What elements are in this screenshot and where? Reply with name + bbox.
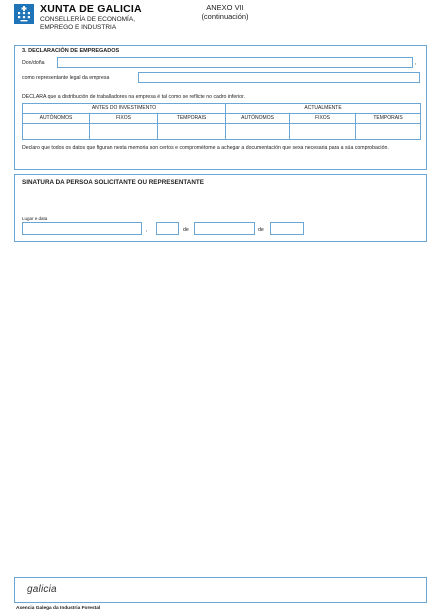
place-date-label: Lugar e data [22, 216, 48, 221]
declara-text: DECLARA que a distribución de traballadores na empresa é tal como se reflicte no cadro inferior. [22, 94, 245, 100]
table-header-row [23, 114, 421, 124]
month-field[interactable] [194, 222, 255, 235]
table-row [23, 124, 421, 140]
now-permanent-cell[interactable] [290, 124, 356, 140]
col-before-self-employed: AUTÓNOMOS [23, 114, 90, 124]
now-temporary-cell[interactable] [356, 124, 421, 140]
org-subtitle [40, 16, 180, 32]
annex-subtitle: (continuación) [201, 12, 249, 21]
agency-name: Axencia Galega da Industria Forestal [16, 606, 101, 611]
group-currently: ACTUALMENTE [226, 104, 421, 114]
org-title: XUNTA DE GALICIA [40, 3, 142, 15]
col-before-temporary: TEMPORAIS [158, 114, 226, 124]
galicia-logo: galicia [27, 584, 57, 595]
footer-box [14, 577, 427, 603]
employees-table [22, 103, 421, 140]
col-before-permanent: FIXOS [90, 114, 158, 124]
before-self-employed-cell[interactable] [23, 124, 90, 140]
xunta-logo-icon [14, 4, 34, 24]
org-subtitle-line-2: EMPREGO E INDUSTRIA [40, 24, 117, 31]
de-label-2: de [258, 227, 264, 233]
before-temporary-cell[interactable] [158, 124, 226, 140]
de-label-1: de [183, 227, 189, 233]
section1-title: 3. DECLARACIÓN DE EMPREGADOS [22, 48, 120, 54]
company-field[interactable] [138, 72, 420, 83]
year-field[interactable] [270, 222, 304, 235]
place-field[interactable] [22, 222, 142, 235]
col-now-self-employed: AUTÓNOMOS [226, 114, 290, 124]
org-subtitle-line-1: CONSELLERÍA DE ECONOMÍA, [40, 16, 135, 23]
table-group-header-row [23, 104, 421, 114]
declaro-text: Declaro que todos os datos que figuran nesta memoria son certos e comprométome a achegar a documentación que sexa necesaria para a súa comprobación. [22, 145, 389, 151]
before-permanent-cell[interactable] [90, 124, 158, 140]
don-label: Don/doña [22, 60, 45, 66]
col-now-permanent: FIXOS [290, 114, 356, 124]
now-self-employed-cell[interactable] [226, 124, 290, 140]
don-comma: , [415, 60, 417, 66]
signature-title: SINATURA DA PERSOA SOLICITANTE OU REPRESENTANTE [22, 179, 204, 186]
representative-label: como representante legal da empresa [22, 75, 110, 81]
day-field[interactable] [156, 222, 179, 235]
don-field[interactable] [57, 57, 413, 68]
col-now-temporary: TEMPORAIS [356, 114, 421, 124]
place-comma: , [146, 227, 148, 233]
group-before-investment: ANTES DO INVESTIMENTO [23, 104, 226, 114]
annex-title: ANEXO VII [206, 3, 244, 12]
